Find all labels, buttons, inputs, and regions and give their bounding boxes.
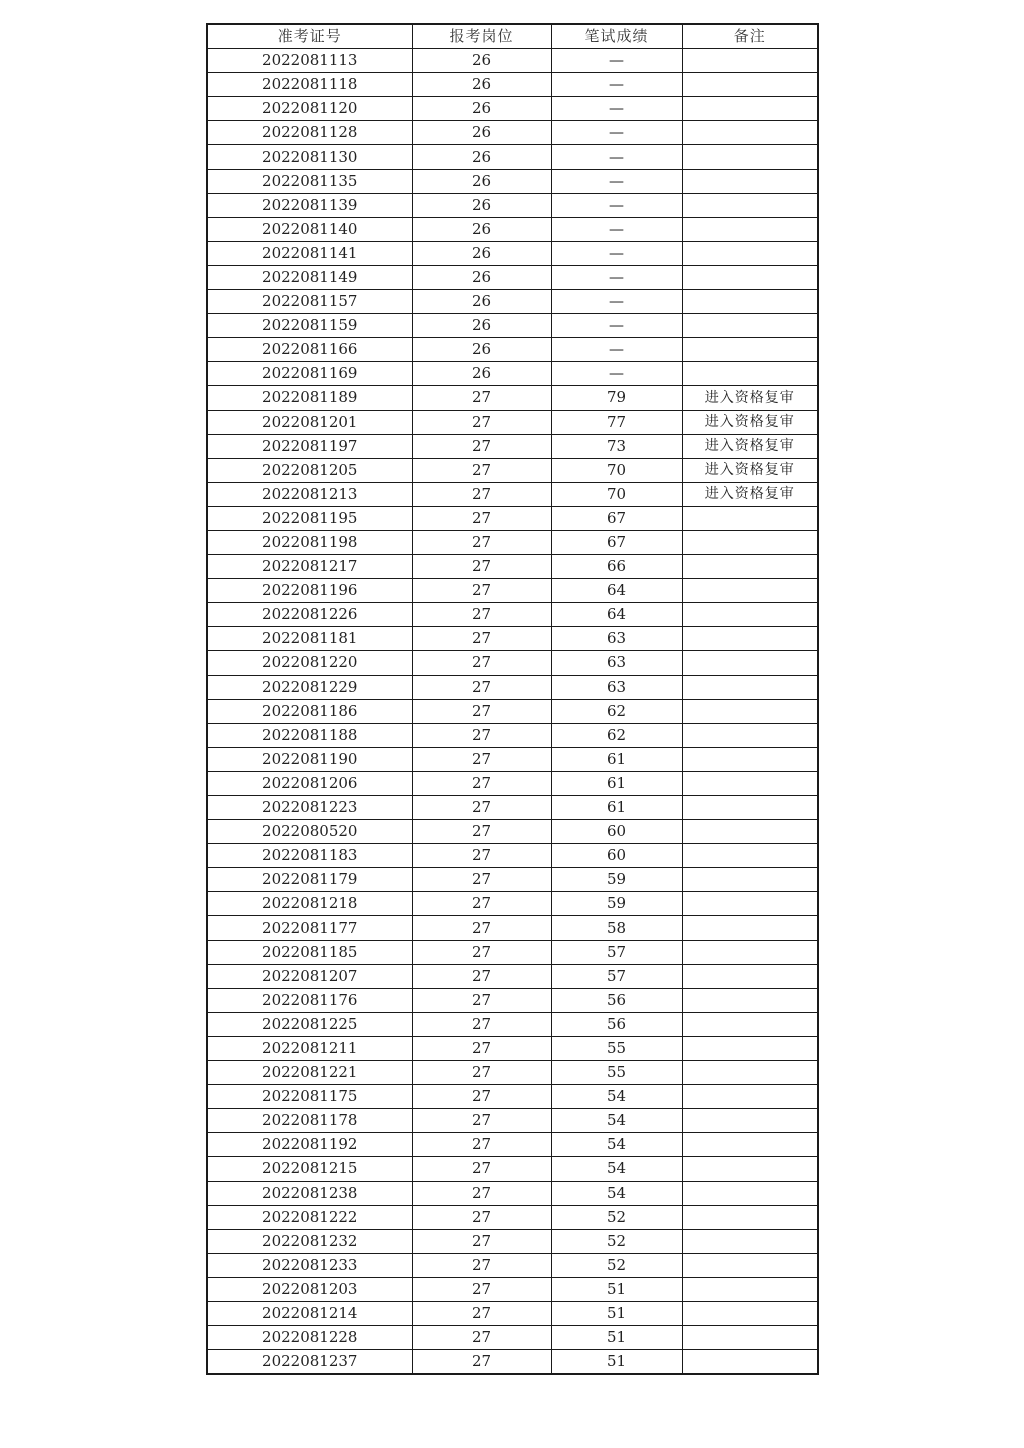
written-score-cell: — xyxy=(551,217,682,241)
position-cell: 27 xyxy=(412,1229,551,1253)
position-cell: 27 xyxy=(412,603,551,627)
table-row xyxy=(207,410,818,434)
remarks-cell xyxy=(682,1133,818,1157)
table-row xyxy=(207,1350,818,1375)
admission-number-cell: 2022081197 xyxy=(207,434,412,458)
written-score-cell: 79 xyxy=(551,386,682,410)
exam-results-table xyxy=(206,23,819,1375)
remarks-cell xyxy=(682,97,818,121)
table-row xyxy=(207,193,818,217)
written-score-cell: 62 xyxy=(551,699,682,723)
written-score-cell: — xyxy=(551,241,682,265)
admission-number-cell: 2022081175 xyxy=(207,1085,412,1109)
written-score-cell: — xyxy=(551,97,682,121)
table-row xyxy=(207,627,818,651)
position-cell: 27 xyxy=(412,434,551,458)
remarks-cell xyxy=(682,771,818,795)
admission-number-cell: 2022081135 xyxy=(207,169,412,193)
position-cell: 26 xyxy=(412,193,551,217)
position-cell: 27 xyxy=(412,723,551,747)
admission-number-cell: 2022081118 xyxy=(207,73,412,97)
position-cell: 27 xyxy=(412,410,551,434)
remarks-cell xyxy=(682,506,818,530)
written-score-cell: 77 xyxy=(551,410,682,434)
remarks-cell xyxy=(682,1012,818,1036)
written-score-cell: — xyxy=(551,121,682,145)
admission-number-cell: 2022081188 xyxy=(207,723,412,747)
admission-number-cell: 2022081196 xyxy=(207,579,412,603)
table-row xyxy=(207,1181,818,1205)
written-score-cell: 56 xyxy=(551,1012,682,1036)
remarks-cell xyxy=(682,579,818,603)
remarks-cell xyxy=(682,362,818,386)
remarks-cell: 进入资格复审 xyxy=(682,410,818,434)
table-row xyxy=(207,603,818,627)
table-body xyxy=(207,49,818,1375)
admission-number-cell: 2022081233 xyxy=(207,1253,412,1277)
admission-number-cell: 2022081178 xyxy=(207,1109,412,1133)
table-row xyxy=(207,940,818,964)
remarks-cell xyxy=(682,1350,818,1375)
remarks-cell xyxy=(682,241,818,265)
written-score-cell: — xyxy=(551,169,682,193)
position-cell: 26 xyxy=(412,97,551,121)
header-remarks: 备注 xyxy=(682,24,818,49)
table-row xyxy=(207,49,818,73)
written-score-cell: — xyxy=(551,290,682,314)
admission-number-cell: 2022081237 xyxy=(207,1350,412,1375)
admission-number-cell: 2022081113 xyxy=(207,49,412,73)
position-cell: 27 xyxy=(412,892,551,916)
written-score-cell: 51 xyxy=(551,1277,682,1301)
position-cell: 27 xyxy=(412,1061,551,1085)
position-cell: 27 xyxy=(412,1181,551,1205)
remarks-cell xyxy=(682,49,818,73)
table-row xyxy=(207,868,818,892)
table-row xyxy=(207,482,818,506)
table-row xyxy=(207,579,818,603)
remarks-cell xyxy=(682,1181,818,1205)
position-cell: 27 xyxy=(412,530,551,554)
table-row xyxy=(207,1061,818,1085)
admission-number-cell: 2022081221 xyxy=(207,1061,412,1085)
position-cell: 27 xyxy=(412,675,551,699)
admission-number-cell: 2022080520 xyxy=(207,820,412,844)
position-cell: 27 xyxy=(412,386,551,410)
remarks-cell xyxy=(682,892,818,916)
table-row xyxy=(207,97,818,121)
admission-number-cell: 2022081149 xyxy=(207,265,412,289)
remarks-cell xyxy=(682,916,818,940)
table-row xyxy=(207,145,818,169)
remarks-cell xyxy=(682,1109,818,1133)
position-cell: 27 xyxy=(412,820,551,844)
admission-number-cell: 2022081157 xyxy=(207,290,412,314)
remarks-cell xyxy=(682,530,818,554)
admission-number-cell: 2022081195 xyxy=(207,506,412,530)
table-row xyxy=(207,1109,818,1133)
position-cell: 27 xyxy=(412,796,551,820)
position-cell: 26 xyxy=(412,241,551,265)
remarks-cell xyxy=(682,1253,818,1277)
admission-number-cell: 2022081232 xyxy=(207,1229,412,1253)
position-cell: 26 xyxy=(412,145,551,169)
position-cell: 27 xyxy=(412,771,551,795)
table-row xyxy=(207,892,818,916)
admission-number-cell: 2022081211 xyxy=(207,1036,412,1060)
written-score-cell: 51 xyxy=(551,1301,682,1325)
admission-number-cell: 2022081185 xyxy=(207,940,412,964)
remarks-cell xyxy=(682,675,818,699)
written-score-cell: 67 xyxy=(551,530,682,554)
position-cell: 27 xyxy=(412,627,551,651)
table-row xyxy=(207,771,818,795)
written-score-cell: 60 xyxy=(551,820,682,844)
header-row xyxy=(207,24,818,49)
remarks-cell xyxy=(682,603,818,627)
admission-number-cell: 2022081207 xyxy=(207,964,412,988)
remarks-cell xyxy=(682,193,818,217)
admission-number-cell: 2022081206 xyxy=(207,771,412,795)
written-score-cell: 54 xyxy=(551,1157,682,1181)
header-written-score: 笔试成绩 xyxy=(551,24,682,49)
table-row xyxy=(207,964,818,988)
written-score-cell: 55 xyxy=(551,1036,682,1060)
admission-number-cell: 2022081213 xyxy=(207,482,412,506)
remarks-cell xyxy=(682,169,818,193)
position-cell: 26 xyxy=(412,362,551,386)
remarks-cell xyxy=(682,73,818,97)
position-cell: 27 xyxy=(412,482,551,506)
written-score-cell: 63 xyxy=(551,675,682,699)
table-row xyxy=(207,386,818,410)
table-row xyxy=(207,530,818,554)
admission-number-cell: 2022081183 xyxy=(207,844,412,868)
admission-number-cell: 2022081179 xyxy=(207,868,412,892)
written-score-cell: 52 xyxy=(551,1253,682,1277)
admission-number-cell: 2022081177 xyxy=(207,916,412,940)
table-row xyxy=(207,1277,818,1301)
position-cell: 26 xyxy=(412,338,551,362)
admission-number-cell: 2022081181 xyxy=(207,627,412,651)
admission-number-cell: 2022081130 xyxy=(207,145,412,169)
table-row xyxy=(207,699,818,723)
remarks-cell: 进入资格复审 xyxy=(682,386,818,410)
admission-number-cell: 2022081128 xyxy=(207,121,412,145)
written-score-cell: — xyxy=(551,145,682,169)
written-score-cell: 51 xyxy=(551,1326,682,1350)
remarks-cell xyxy=(682,217,818,241)
position-cell: 26 xyxy=(412,265,551,289)
position-cell: 26 xyxy=(412,217,551,241)
table-row xyxy=(207,1036,818,1060)
table-row xyxy=(207,290,818,314)
admission-number-cell: 2022081192 xyxy=(207,1133,412,1157)
remarks-cell xyxy=(682,820,818,844)
table-row xyxy=(207,1326,818,1350)
position-cell: 26 xyxy=(412,314,551,338)
remarks-cell xyxy=(682,121,818,145)
table-row xyxy=(207,314,818,338)
written-score-cell: — xyxy=(551,265,682,289)
table-row xyxy=(207,1205,818,1229)
admission-number-cell: 2022081215 xyxy=(207,1157,412,1181)
table-row xyxy=(207,434,818,458)
admission-number-cell: 2022081223 xyxy=(207,796,412,820)
written-score-cell: 54 xyxy=(551,1133,682,1157)
table-row xyxy=(207,820,818,844)
position-cell: 27 xyxy=(412,1326,551,1350)
table-row xyxy=(207,675,818,699)
position-cell: 27 xyxy=(412,940,551,964)
position-cell: 27 xyxy=(412,1109,551,1133)
table-row xyxy=(207,338,818,362)
remarks-cell xyxy=(682,1157,818,1181)
table-row xyxy=(207,747,818,771)
written-score-cell: — xyxy=(551,49,682,73)
header-admission-number: 准考证号 xyxy=(207,24,412,49)
table-row xyxy=(207,458,818,482)
table-row xyxy=(207,121,818,145)
header-position: 报考岗位 xyxy=(412,24,551,49)
position-cell: 27 xyxy=(412,555,551,579)
position-cell: 27 xyxy=(412,1253,551,1277)
table-row xyxy=(207,169,818,193)
remarks-cell xyxy=(682,940,818,964)
written-score-cell: 66 xyxy=(551,555,682,579)
table-row xyxy=(207,362,818,386)
position-cell: 27 xyxy=(412,699,551,723)
written-score-cell: 64 xyxy=(551,579,682,603)
written-score-cell: 63 xyxy=(551,651,682,675)
admission-number-cell: 2022081139 xyxy=(207,193,412,217)
position-cell: 26 xyxy=(412,73,551,97)
remarks-cell xyxy=(682,627,818,651)
written-score-cell: — xyxy=(551,193,682,217)
position-cell: 27 xyxy=(412,1277,551,1301)
position-cell: 27 xyxy=(412,964,551,988)
written-score-cell: 54 xyxy=(551,1085,682,1109)
table-row xyxy=(207,217,818,241)
written-score-cell: — xyxy=(551,362,682,386)
admission-number-cell: 2022081198 xyxy=(207,530,412,554)
position-cell: 26 xyxy=(412,169,551,193)
position-cell: 27 xyxy=(412,1085,551,1109)
remarks-cell: 进入资格复审 xyxy=(682,434,818,458)
table-header xyxy=(207,24,818,49)
admission-number-cell: 2022081205 xyxy=(207,458,412,482)
written-score-cell: 54 xyxy=(551,1109,682,1133)
remarks-cell xyxy=(682,1036,818,1060)
admission-number-cell: 2022081140 xyxy=(207,217,412,241)
written-score-cell: — xyxy=(551,73,682,97)
admission-number-cell: 2022081203 xyxy=(207,1277,412,1301)
position-cell: 27 xyxy=(412,1205,551,1229)
position-cell: 27 xyxy=(412,1036,551,1060)
written-score-cell: 55 xyxy=(551,1061,682,1085)
remarks-cell xyxy=(682,1277,818,1301)
written-score-cell: 52 xyxy=(551,1205,682,1229)
position-cell: 27 xyxy=(412,988,551,1012)
written-score-cell: 51 xyxy=(551,1350,682,1375)
written-score-cell: 61 xyxy=(551,771,682,795)
remarks-cell xyxy=(682,723,818,747)
table-row xyxy=(207,1133,818,1157)
written-score-cell: 61 xyxy=(551,747,682,771)
position-cell: 27 xyxy=(412,1133,551,1157)
remarks-cell xyxy=(682,964,818,988)
admission-number-cell: 2022081220 xyxy=(207,651,412,675)
position-cell: 27 xyxy=(412,579,551,603)
admission-number-cell: 2022081186 xyxy=(207,699,412,723)
written-score-cell: 67 xyxy=(551,506,682,530)
remarks-cell xyxy=(682,699,818,723)
written-score-cell: 57 xyxy=(551,964,682,988)
admission-number-cell: 2022081228 xyxy=(207,1326,412,1350)
position-cell: 27 xyxy=(412,916,551,940)
table-row xyxy=(207,916,818,940)
admission-number-cell: 2022081120 xyxy=(207,97,412,121)
position-cell: 26 xyxy=(412,121,551,145)
position-cell: 27 xyxy=(412,868,551,892)
remarks-cell xyxy=(682,1229,818,1253)
admission-number-cell: 2022081166 xyxy=(207,338,412,362)
admission-number-cell: 2022081238 xyxy=(207,1181,412,1205)
admission-number-cell: 2022081169 xyxy=(207,362,412,386)
table-row xyxy=(207,988,818,1012)
table-row xyxy=(207,1012,818,1036)
written-score-cell: 61 xyxy=(551,796,682,820)
written-score-cell: 54 xyxy=(551,1181,682,1205)
remarks-cell xyxy=(682,651,818,675)
remarks-cell xyxy=(682,868,818,892)
remarks-cell xyxy=(682,290,818,314)
remarks-cell xyxy=(682,1085,818,1109)
admission-number-cell: 2022081176 xyxy=(207,988,412,1012)
position-cell: 26 xyxy=(412,49,551,73)
remarks-cell: 进入资格复审 xyxy=(682,458,818,482)
position-cell: 27 xyxy=(412,506,551,530)
remarks-cell xyxy=(682,1326,818,1350)
written-score-cell: 70 xyxy=(551,458,682,482)
admission-number-cell: 2022081141 xyxy=(207,241,412,265)
position-cell: 26 xyxy=(412,290,551,314)
remarks-cell xyxy=(682,265,818,289)
written-score-cell: 70 xyxy=(551,482,682,506)
position-cell: 27 xyxy=(412,1350,551,1375)
written-score-cell: 73 xyxy=(551,434,682,458)
remarks-cell xyxy=(682,844,818,868)
written-score-cell: 63 xyxy=(551,627,682,651)
admission-number-cell: 2022081159 xyxy=(207,314,412,338)
position-cell: 27 xyxy=(412,844,551,868)
table-row xyxy=(207,723,818,747)
written-score-cell: 64 xyxy=(551,603,682,627)
admission-number-cell: 2022081226 xyxy=(207,603,412,627)
remarks-cell xyxy=(682,1061,818,1085)
table-row xyxy=(207,506,818,530)
remarks-cell xyxy=(682,338,818,362)
table-row xyxy=(207,265,818,289)
written-score-cell: 62 xyxy=(551,723,682,747)
remarks-cell xyxy=(682,796,818,820)
table-row xyxy=(207,1301,818,1325)
table-row xyxy=(207,1253,818,1277)
remarks-cell xyxy=(682,988,818,1012)
remarks-cell xyxy=(682,314,818,338)
written-score-cell: 58 xyxy=(551,916,682,940)
remarks-cell xyxy=(682,1205,818,1229)
admission-number-cell: 2022081222 xyxy=(207,1205,412,1229)
table-row xyxy=(207,796,818,820)
table-row xyxy=(207,844,818,868)
remarks-cell xyxy=(682,555,818,579)
written-score-cell: 52 xyxy=(551,1229,682,1253)
written-score-cell: 56 xyxy=(551,988,682,1012)
position-cell: 27 xyxy=(412,1012,551,1036)
admission-number-cell: 2022081214 xyxy=(207,1301,412,1325)
written-score-cell: — xyxy=(551,338,682,362)
position-cell: 27 xyxy=(412,458,551,482)
table-row xyxy=(207,555,818,579)
table-row xyxy=(207,73,818,97)
written-score-cell: 60 xyxy=(551,844,682,868)
position-cell: 27 xyxy=(412,747,551,771)
remarks-cell xyxy=(682,145,818,169)
remarks-cell: 进入资格复审 xyxy=(682,482,818,506)
remarks-cell xyxy=(682,1301,818,1325)
written-score-cell: — xyxy=(551,314,682,338)
written-score-cell: 57 xyxy=(551,940,682,964)
position-cell: 27 xyxy=(412,1301,551,1325)
admission-number-cell: 2022081218 xyxy=(207,892,412,916)
admission-number-cell: 2022081190 xyxy=(207,747,412,771)
admission-number-cell: 2022081189 xyxy=(207,386,412,410)
table-row xyxy=(207,1229,818,1253)
table-row xyxy=(207,1085,818,1109)
written-score-cell: 59 xyxy=(551,868,682,892)
position-cell: 27 xyxy=(412,1157,551,1181)
admission-number-cell: 2022081229 xyxy=(207,675,412,699)
table-row xyxy=(207,651,818,675)
admission-number-cell: 2022081217 xyxy=(207,555,412,579)
position-cell: 27 xyxy=(412,651,551,675)
admission-number-cell: 2022081225 xyxy=(207,1012,412,1036)
table-row xyxy=(207,1157,818,1181)
admission-number-cell: 2022081201 xyxy=(207,410,412,434)
table-row xyxy=(207,241,818,265)
remarks-cell xyxy=(682,747,818,771)
written-score-cell: 59 xyxy=(551,892,682,916)
